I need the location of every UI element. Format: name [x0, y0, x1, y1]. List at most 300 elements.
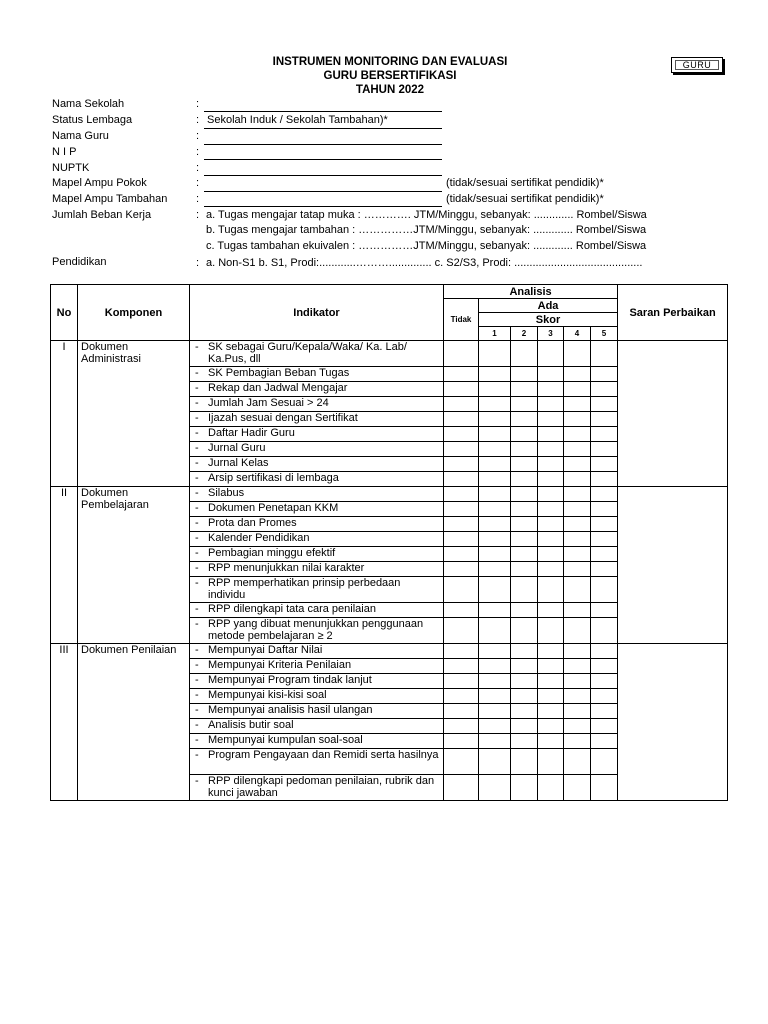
score-3-cell[interactable]: [538, 341, 564, 367]
score-1-cell[interactable]: [479, 577, 511, 603]
colon: :: [196, 257, 200, 269]
header-tidak: Tidak: [444, 299, 479, 341]
score-5-cell[interactable]: [591, 487, 618, 502]
score-1-cell[interactable]: [479, 427, 511, 442]
score-3-cell[interactable]: [538, 457, 564, 472]
score-1-cell[interactable]: [479, 367, 511, 382]
score-4-cell[interactable]: [564, 367, 591, 382]
indicator-cell: [190, 341, 444, 367]
score-3-cell[interactable]: [538, 562, 564, 577]
score-4-cell[interactable]: [564, 562, 591, 577]
indicator-dash: -: [195, 562, 199, 574]
indicator-text: Mempunyai Kriteria Penilaian: [208, 659, 352, 671]
indicator-cell: [190, 547, 444, 562]
colon: :: [196, 209, 200, 221]
indicator-text: Kalender Pendidikan: [208, 532, 310, 544]
indicator-dash: -: [195, 487, 199, 499]
indicator-cell: [190, 517, 444, 532]
score-3-cell[interactable]: [538, 472, 564, 487]
monitoring-table: [50, 284, 728, 801]
value-status-lembaga: Sekolah Induk / Sekolah Tambahan)*: [207, 114, 388, 126]
colon: :: [196, 114, 200, 126]
score-1-cell[interactable]: [479, 397, 511, 412]
score-5-cell[interactable]: [591, 562, 618, 577]
score-4-cell[interactable]: [564, 427, 591, 442]
score-5-cell[interactable]: [591, 734, 618, 749]
field-status-lembaga[interactable]: [204, 128, 442, 129]
indicator-dash: -: [195, 674, 199, 686]
indicator-cell: [190, 603, 444, 618]
score-4-cell[interactable]: [564, 775, 591, 801]
score-2-cell[interactable]: [511, 659, 538, 674]
score-1-cell[interactable]: [479, 502, 511, 517]
label-beban-kerja: Jumlah Beban Kerja: [52, 209, 152, 221]
score-2-cell[interactable]: [511, 644, 538, 659]
indicator-dash: -: [195, 472, 199, 484]
score-5-cell[interactable]: [591, 775, 618, 801]
tidak-cell[interactable]: [444, 775, 479, 801]
label-nip: N I P: [52, 146, 77, 158]
score-2-cell[interactable]: [511, 367, 538, 382]
score-5-cell[interactable]: [591, 457, 618, 472]
score-2-cell[interactable]: [511, 341, 538, 367]
score-1-cell[interactable]: [479, 562, 511, 577]
indicator-cell: [190, 487, 444, 502]
score-4-cell[interactable]: [564, 487, 591, 502]
score-5-cell[interactable]: [591, 341, 618, 367]
colon: :: [196, 193, 200, 205]
mapel-tambahan-note: (tidak/sesuai sertifikat pendidik)*: [446, 193, 604, 205]
score-3-cell[interactable]: [538, 775, 564, 801]
tidak-cell[interactable]: [444, 644, 479, 659]
score-1-cell[interactable]: [479, 382, 511, 397]
header-skor: Skor: [479, 313, 618, 327]
tidak-cell[interactable]: [444, 577, 479, 603]
score-2-cell[interactable]: [511, 397, 538, 412]
header-saran: Saran Perbaikan: [618, 285, 728, 341]
indicator-dash: -: [195, 367, 199, 379]
header-score-3: 3: [538, 327, 564, 341]
score-4-cell[interactable]: [564, 457, 591, 472]
score-3-cell[interactable]: [538, 659, 564, 674]
header-analisis: Analisis: [444, 285, 618, 299]
score-1-cell[interactable]: [479, 472, 511, 487]
score-5-cell[interactable]: [591, 603, 618, 618]
score-4-cell[interactable]: [564, 382, 591, 397]
indicator-text: Jurnal Kelas: [208, 457, 269, 469]
score-1-cell[interactable]: [479, 603, 511, 618]
score-5-cell[interactable]: [591, 674, 618, 689]
score-2-cell[interactable]: [511, 704, 538, 719]
score-1-cell[interactable]: [479, 644, 511, 659]
score-2-cell[interactable]: [511, 618, 538, 644]
indicator-dash: -: [195, 749, 199, 761]
score-3-cell[interactable]: [538, 397, 564, 412]
indicator-cell: [190, 689, 444, 704]
score-1-cell[interactable]: [479, 719, 511, 734]
score-2-cell[interactable]: [511, 674, 538, 689]
score-5-cell[interactable]: [591, 689, 618, 704]
indicator-text: Arsip sertifikasi di lembaga: [208, 472, 339, 484]
score-1-cell[interactable]: [479, 547, 511, 562]
indicator-dash: -: [195, 603, 199, 615]
indicator-text: RPP yang dibuat menunjukkan penggunaan metode pembelajaran ≥ 2: [208, 618, 424, 642]
score-4-cell[interactable]: [564, 577, 591, 603]
score-4-cell[interactable]: [564, 442, 591, 457]
label-nuptk: NUPTK: [52, 162, 90, 174]
saran-cell[interactable]: [618, 341, 728, 487]
indicator-dash: -: [195, 412, 199, 424]
score-4-cell[interactable]: [564, 412, 591, 427]
tidak-cell[interactable]: [444, 562, 479, 577]
indicator-text: Pembagian minggu efektif: [208, 547, 336, 559]
score-5-cell[interactable]: [591, 412, 618, 427]
score-3-cell[interactable]: [538, 618, 564, 644]
indicator-text: Dokumen Penetapan KKM: [208, 502, 339, 514]
saran-cell[interactable]: [618, 644, 728, 801]
score-5-cell[interactable]: [591, 427, 618, 442]
colon: :: [196, 130, 200, 142]
score-1-cell[interactable]: [479, 532, 511, 547]
indicator-cell: [190, 457, 444, 472]
indicator-text: RPP dilengkapi pedoman penilaian, rubrik dan kunci jawaban: [208, 775, 435, 799]
score-1-cell[interactable]: [479, 749, 511, 775]
tidak-cell[interactable]: [444, 487, 479, 502]
score-5-cell[interactable]: [591, 659, 618, 674]
indicator-text: SK Pembagian Beban Tugas: [208, 367, 350, 379]
indicator-cell: [190, 659, 444, 674]
tidak-cell[interactable]: [444, 618, 479, 644]
tidak-cell[interactable]: [444, 382, 479, 397]
score-2-cell[interactable]: [511, 719, 538, 734]
indicator-cell: [190, 734, 444, 749]
score-3-cell[interactable]: [538, 674, 564, 689]
group-number: III: [51, 644, 78, 801]
colon: :: [196, 98, 200, 110]
indicator-dash: -: [195, 644, 199, 656]
indicator-text: Prota dan Promes: [208, 517, 297, 529]
colon: :: [196, 177, 200, 189]
score-3-cell[interactable]: [538, 704, 564, 719]
score-5-cell[interactable]: [591, 397, 618, 412]
group-komponen: Dokumen Pembelajaran: [78, 487, 190, 644]
indicator-dash: -: [195, 618, 199, 630]
tidak-cell[interactable]: [444, 704, 479, 719]
indicator-text: Program Pengayaan dan Remidi serta hasilnya: [208, 749, 439, 761]
score-5-cell[interactable]: [591, 517, 618, 532]
document-title-line-2: GURU BERSERTIFIKASI: [323, 70, 457, 82]
beban-kerja-b: b. Tugas mengajar tambahan : ……………JTM/Minggu, sebanyak: ............. Rombel/Siswa: [206, 224, 647, 236]
label-mapel-pokok: Mapel Ampu Pokok: [52, 177, 147, 189]
score-4-cell[interactable]: [564, 547, 591, 562]
indicator-text: Ijazah sesuai dengan Sertifikat: [208, 412, 358, 424]
score-5-cell[interactable]: [591, 719, 618, 734]
field-nama-sekolah[interactable]: [204, 111, 442, 112]
score-1-cell[interactable]: [479, 734, 511, 749]
score-2-cell[interactable]: [511, 749, 538, 775]
tidak-cell[interactable]: [444, 427, 479, 442]
score-1-cell[interactable]: [479, 674, 511, 689]
indicator-cell: [190, 644, 444, 659]
score-3-cell[interactable]: [538, 532, 564, 547]
score-2-cell[interactable]: [511, 517, 538, 532]
score-3-cell[interactable]: [538, 487, 564, 502]
tidak-cell[interactable]: [444, 532, 479, 547]
score-3-cell[interactable]: [538, 427, 564, 442]
indicator-text: Mempunyai analisis hasil ulangan: [208, 704, 373, 716]
score-5-cell[interactable]: [591, 704, 618, 719]
label-nama-guru: Nama Guru: [52, 130, 109, 142]
indicator-dash: -: [195, 704, 199, 716]
score-1-cell[interactable]: [479, 442, 511, 457]
score-4-cell[interactable]: [564, 618, 591, 644]
score-4-cell[interactable]: [564, 734, 591, 749]
score-2-cell[interactable]: [511, 472, 538, 487]
indicator-cell: [190, 577, 444, 603]
indicator-cell: [190, 412, 444, 427]
score-3-cell[interactable]: [538, 719, 564, 734]
score-1-cell[interactable]: [479, 341, 511, 367]
score-3-cell[interactable]: [538, 577, 564, 603]
score-2-cell[interactable]: [511, 689, 538, 704]
indicator-cell: [190, 719, 444, 734]
score-5-cell[interactable]: [591, 618, 618, 644]
indicator-dash: -: [195, 577, 199, 589]
score-2-cell[interactable]: [511, 412, 538, 427]
tidak-cell[interactable]: [444, 719, 479, 734]
score-3-cell[interactable]: [538, 734, 564, 749]
label-pendidikan: Pendidikan: [52, 256, 107, 268]
indicator-cell: [190, 502, 444, 517]
header-score-2: 2: [511, 327, 538, 341]
score-3-cell[interactable]: [538, 367, 564, 382]
field-mapel-pokok[interactable]: [204, 191, 442, 192]
indicator-cell: [190, 427, 444, 442]
header-score-5: 5: [591, 327, 618, 341]
tidak-cell[interactable]: [444, 689, 479, 704]
header-score-4: 4: [564, 327, 591, 341]
header-indikator: Indikator: [190, 285, 444, 341]
score-4-cell[interactable]: [564, 472, 591, 487]
score-2-cell[interactable]: [511, 382, 538, 397]
indicator-text: Silabus: [208, 487, 245, 499]
score-4-cell[interactable]: [564, 674, 591, 689]
score-2-cell[interactable]: [511, 547, 538, 562]
score-1-cell[interactable]: [479, 412, 511, 427]
score-4-cell[interactable]: [564, 644, 591, 659]
tidak-cell[interactable]: [444, 674, 479, 689]
indicator-dash: -: [195, 775, 199, 787]
tidak-cell[interactable]: [444, 502, 479, 517]
score-5-cell[interactable]: [591, 382, 618, 397]
indicator-dash: -: [195, 341, 199, 353]
score-3-cell[interactable]: [538, 749, 564, 775]
score-3-cell[interactable]: [538, 547, 564, 562]
indicator-text: Mempunyai Daftar Nilai: [208, 644, 323, 656]
score-2-cell[interactable]: [511, 603, 538, 618]
indicator-cell: [190, 618, 444, 644]
tidak-cell[interactable]: [444, 472, 479, 487]
indicator-cell: [190, 472, 444, 487]
colon: :: [196, 162, 200, 174]
score-5-cell[interactable]: [591, 367, 618, 382]
table-body: [51, 341, 728, 801]
value-pendidikan: a. Non-S1 b. S1, Prodi:............……….............. c. S2/S3, Prodi: ..........................................: [206, 257, 643, 269]
tidak-cell[interactable]: [444, 367, 479, 382]
indicator-dash: -: [195, 427, 199, 439]
score-3-cell[interactable]: [538, 442, 564, 457]
indicator-dash: -: [195, 517, 199, 529]
indicator-dash: -: [195, 547, 199, 559]
score-1-cell[interactable]: [479, 659, 511, 674]
score-4-cell[interactable]: [564, 532, 591, 547]
indicator-text: Daftar Hadir Guru: [208, 427, 295, 439]
score-1-cell[interactable]: [479, 457, 511, 472]
score-3-cell[interactable]: [538, 689, 564, 704]
indicator-dash: -: [195, 397, 199, 409]
tidak-cell[interactable]: [444, 517, 479, 532]
score-3-cell[interactable]: [538, 603, 564, 618]
indicator-dash: -: [195, 734, 199, 746]
header-score-1: 1: [479, 327, 511, 341]
document-title-line-3: TAHUN 2022: [355, 84, 425, 96]
score-5-cell[interactable]: [591, 502, 618, 517]
indicator-cell: [190, 382, 444, 397]
tidak-cell[interactable]: [444, 341, 479, 367]
indicator-cell: [190, 775, 444, 801]
score-2-cell[interactable]: [511, 457, 538, 472]
indicator-text: RPP menunjukkan nilai karakter: [208, 562, 365, 574]
group-komponen: Dokumen Penilaian: [78, 644, 190, 801]
indicator-dash: -: [195, 382, 199, 394]
score-1-cell[interactable]: [479, 775, 511, 801]
label-mapel-tambahan: Mapel Ampu Tambahan: [52, 193, 168, 205]
indicator-cell: [190, 704, 444, 719]
tidak-cell[interactable]: [444, 547, 479, 562]
indicator-dash: -: [195, 719, 199, 731]
header-ada: Ada: [479, 299, 618, 313]
field-mapel-tambahan[interactable]: [204, 206, 442, 207]
tidak-cell[interactable]: [444, 734, 479, 749]
guru-badge-label: GURU: [682, 60, 712, 70]
field-nip[interactable]: [204, 159, 442, 160]
indicator-cell: [190, 532, 444, 547]
guru-badge: [671, 57, 723, 73]
tidak-cell[interactable]: [444, 397, 479, 412]
beban-kerja-c: c. Tugas tambahan ekuivalen : ……………JTM/Minggu, sebanyak: ............. Rombel/Siswa: [206, 240, 647, 252]
indicator-text: Jurnal Guru: [208, 442, 266, 454]
score-4-cell[interactable]: [564, 689, 591, 704]
score-5-cell[interactable]: [591, 749, 618, 775]
group-number: I: [51, 341, 78, 487]
header-no: No: [51, 285, 78, 341]
score-1-cell[interactable]: [479, 704, 511, 719]
score-4-cell[interactable]: [564, 719, 591, 734]
score-5-cell[interactable]: [591, 547, 618, 562]
document-title-line-1: INSTRUMEN MONITORING DAN EVALUASI: [272, 56, 508, 68]
score-1-cell[interactable]: [479, 618, 511, 644]
indicator-text: Analisis butir soal: [208, 719, 294, 731]
score-4-cell[interactable]: [564, 502, 591, 517]
score-2-cell[interactable]: [511, 442, 538, 457]
tidak-cell[interactable]: [444, 659, 479, 674]
score-2-cell[interactable]: [511, 775, 538, 801]
score-4-cell[interactable]: [564, 749, 591, 775]
score-2-cell[interactable]: [511, 487, 538, 502]
indicator-text: Rekap dan Jadwal Mengajar: [208, 382, 348, 394]
tidak-cell[interactable]: [444, 412, 479, 427]
table-row: [51, 341, 728, 367]
colon: :: [196, 146, 200, 158]
score-1-cell[interactable]: [479, 517, 511, 532]
score-5-cell[interactable]: [591, 472, 618, 487]
score-1-cell[interactable]: [479, 689, 511, 704]
indicator-text: Mempunyai kisi-kisi soal: [208, 689, 327, 701]
score-2-cell[interactable]: [511, 427, 538, 442]
indicator-dash: -: [195, 502, 199, 514]
score-3-cell[interactable]: [538, 412, 564, 427]
indicator-text: Jumlah Jam Sesuai > 24: [208, 397, 329, 409]
indicator-cell: [190, 442, 444, 457]
score-5-cell[interactable]: [591, 442, 618, 457]
indicator-text: RPP dilengkapi tata cara penilaian: [208, 603, 376, 615]
score-4-cell[interactable]: [564, 341, 591, 367]
indicator-dash: -: [195, 457, 199, 469]
group-number: II: [51, 487, 78, 644]
score-5-cell[interactable]: [591, 577, 618, 603]
tidak-cell[interactable]: [444, 442, 479, 457]
score-5-cell[interactable]: [591, 532, 618, 547]
score-4-cell[interactable]: [564, 517, 591, 532]
beban-kerja-a: a. Tugas mengajar tatap muka : …………. JTM/Minggu, sebanyak: ............. Rombel/Siswa: [206, 209, 647, 221]
mapel-pokok-note: (tidak/sesuai sertifikat pendidik)*: [446, 177, 604, 189]
score-4-cell[interactable]: [564, 603, 591, 618]
indicator-dash: -: [195, 532, 199, 544]
saran-cell[interactable]: [618, 487, 728, 644]
indicator-cell: [190, 367, 444, 382]
table-row: [51, 644, 728, 659]
score-3-cell[interactable]: [538, 517, 564, 532]
indicator-text: Mempunyai kumpulan soal-soal: [208, 734, 363, 746]
group-komponen: Dokumen Administrasi: [78, 341, 190, 487]
indicator-cell: [190, 397, 444, 412]
table-row: [51, 487, 728, 502]
tidak-cell[interactable]: [444, 457, 479, 472]
score-2-cell[interactable]: [511, 734, 538, 749]
indicator-text: Mempunyai Program tindak lanjut: [208, 674, 372, 686]
score-3-cell[interactable]: [538, 502, 564, 517]
indicator-cell: [190, 749, 444, 775]
score-1-cell[interactable]: [479, 487, 511, 502]
score-2-cell[interactable]: [511, 562, 538, 577]
label-status-lembaga: Status Lembaga: [52, 114, 133, 126]
score-4-cell[interactable]: [564, 659, 591, 674]
tidak-cell[interactable]: [444, 603, 479, 618]
score-3-cell[interactable]: [538, 382, 564, 397]
score-5-cell[interactable]: [591, 644, 618, 659]
score-2-cell[interactable]: [511, 502, 538, 517]
score-3-cell[interactable]: [538, 644, 564, 659]
score-2-cell[interactable]: [511, 577, 538, 603]
tidak-cell[interactable]: [444, 749, 479, 775]
indicator-dash: -: [195, 689, 199, 701]
score-4-cell[interactable]: [564, 397, 591, 412]
field-nuptk[interactable]: [204, 175, 442, 176]
score-2-cell[interactable]: [511, 532, 538, 547]
score-4-cell[interactable]: [564, 704, 591, 719]
indicator-text: RPP memperhatikan prinsip perbedaan individu: [208, 577, 401, 601]
field-nama-guru[interactable]: [204, 144, 442, 145]
